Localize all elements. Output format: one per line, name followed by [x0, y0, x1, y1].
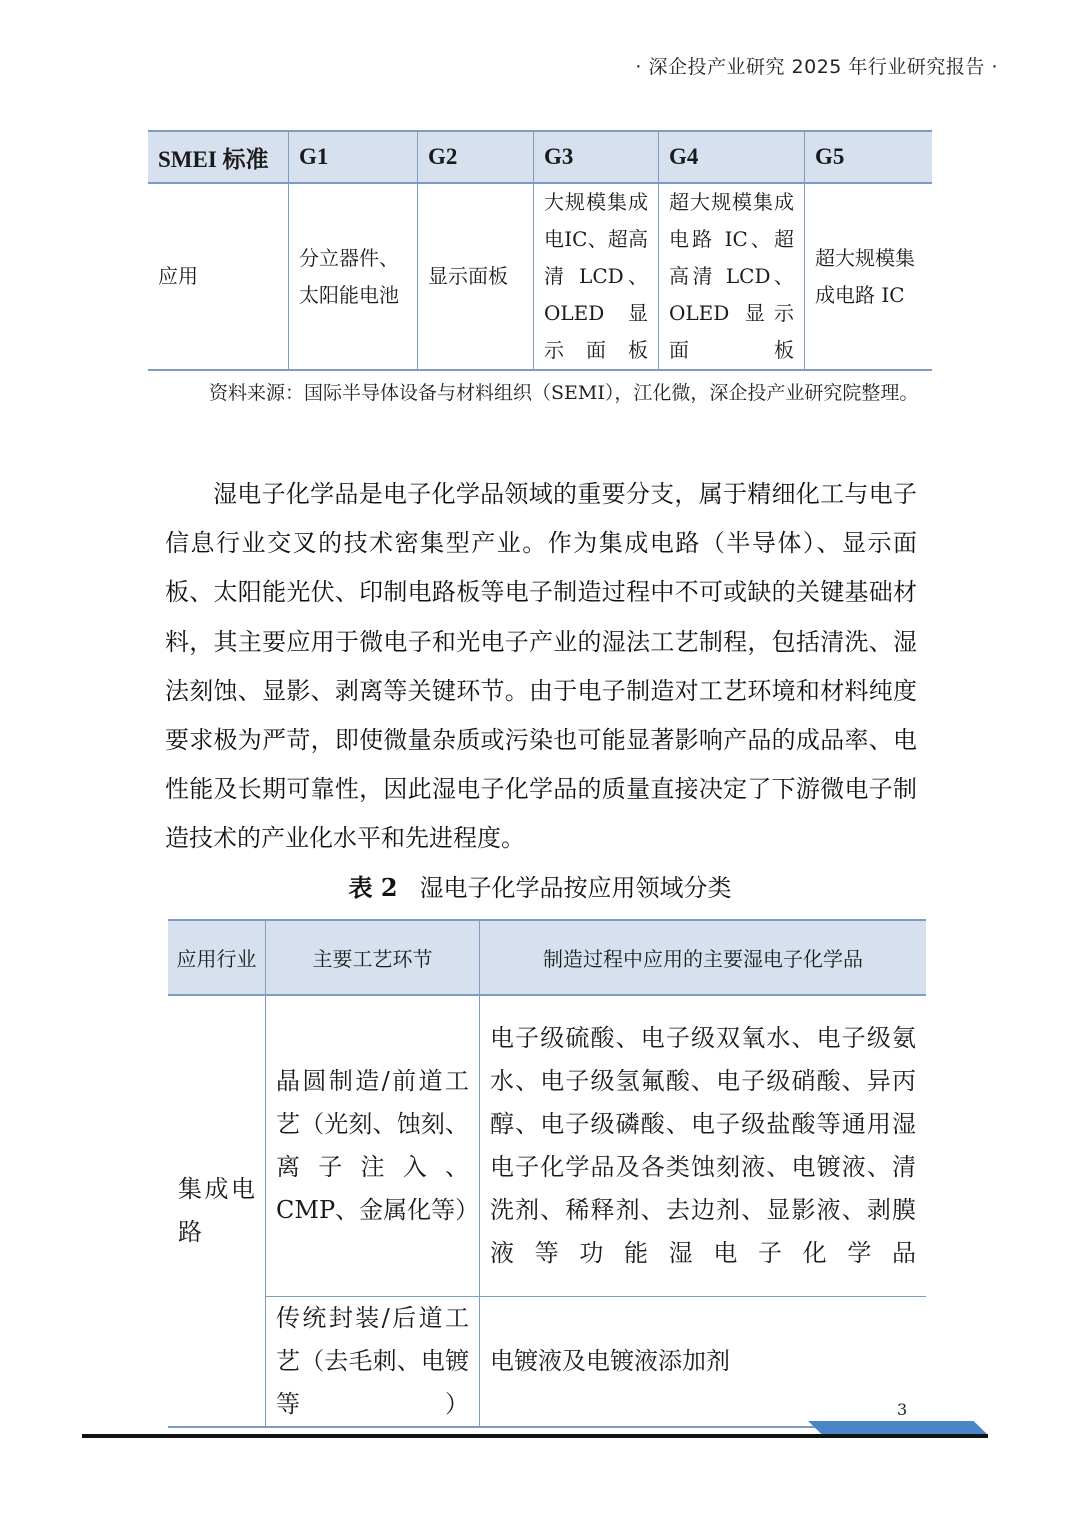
table-cell: 大规模集成电IC、超高清 LCD、OLED 显示面板: [534, 183, 659, 370]
industry-cell: 集成电路: [168, 995, 266, 1427]
table-caption-number: 表 2: [348, 873, 398, 902]
table-row: [168, 1297, 926, 1428]
table-header-cell: 应用行业: [168, 920, 266, 995]
chemicals-cell: 电镀液及电镀液添加剂: [480, 1297, 927, 1428]
table-header-cell: 制造过程中应用的主要湿电子化学品: [480, 920, 927, 995]
table-cell: 超大规模集成电路 IC: [805, 183, 933, 370]
process-cell: 传统封装/后道工艺（去毛刺、电镀等）: [266, 1297, 480, 1428]
table-header-cell: G5: [805, 131, 933, 183]
table-cell: 超大规模集成电路 IC、超高清 LCD、OLED 显示面板: [659, 183, 805, 370]
page-number: 3: [897, 1400, 908, 1419]
footer-accent-bar: [808, 1421, 988, 1435]
table-cell: 应用: [148, 183, 289, 370]
wet-chemicals-table: [168, 919, 926, 1428]
table-header-cell: G2: [418, 131, 534, 183]
table-header-cell: G4: [659, 131, 805, 183]
table-header-row: [168, 920, 926, 995]
table-caption-title: 湿电子化学品按应用领域分类: [419, 874, 732, 902]
table-cell: 显示面板: [418, 183, 534, 370]
table-caption: [0, 868, 1080, 903]
page-header: · 深企投产业研究 2025 年行业研究报告 ·: [635, 56, 998, 78]
chemicals-cell: 电子级硫酸、电子级双氧水、电子级氨水、电子级氢氟酸、电子级硝酸、异丙醇、电子级磷酸、电子级盐酸等通用湿电子化学品及各类蚀刻液、电镀液、清洗剂、稀释剂、去边剂、显影液、剥膜液等功能湿电子化学品: [480, 995, 927, 1297]
process-cell: 晶圆制造/前道工艺（光刻、蚀刻、离子注入、CMP、金属化等）: [266, 995, 480, 1297]
table-cell: 分立器件、太阳能电池: [289, 183, 418, 370]
table-header-cell: SMEI 标准: [148, 131, 289, 183]
table-header-row: [148, 131, 932, 183]
footer-rule: [82, 1434, 988, 1438]
table-header-cell: G1: [289, 131, 418, 183]
smei-standard-table: [148, 130, 932, 371]
table-source-note: 资料来源：国际半导体设备与材料组织（SEMI），江化微，深企投产业研究院整理。: [209, 382, 919, 404]
table-header-cell: G3: [534, 131, 659, 183]
table-row: [148, 183, 932, 370]
table-row: [168, 995, 926, 1297]
body-paragraph: 湿电子化学品是电子化学品领域的重要分支，属于精细化工与电子信息行业交叉的技术密集型产业。作为集成电路（半导体）、显示面板、太阳能光伏、印制电路板等电子制造过程中不可或缺的关键基础材料，其主要应用于微电子和光电子产业的湿法工艺制程，包括清洗、湿法刻蚀、显影、剥离等关键环节。由于电子制造对工艺环境和材料纯度要求极为严苛，即使微量杂质或污染也可能显著影响产品的成品率、电性能及长期可靠性，因此湿电子化学品的质量直接决定了下游微电子制造技术的产业化水平和先进程度。: [165, 480, 917, 853]
table-header-cell: 主要工艺环节: [266, 920, 480, 995]
